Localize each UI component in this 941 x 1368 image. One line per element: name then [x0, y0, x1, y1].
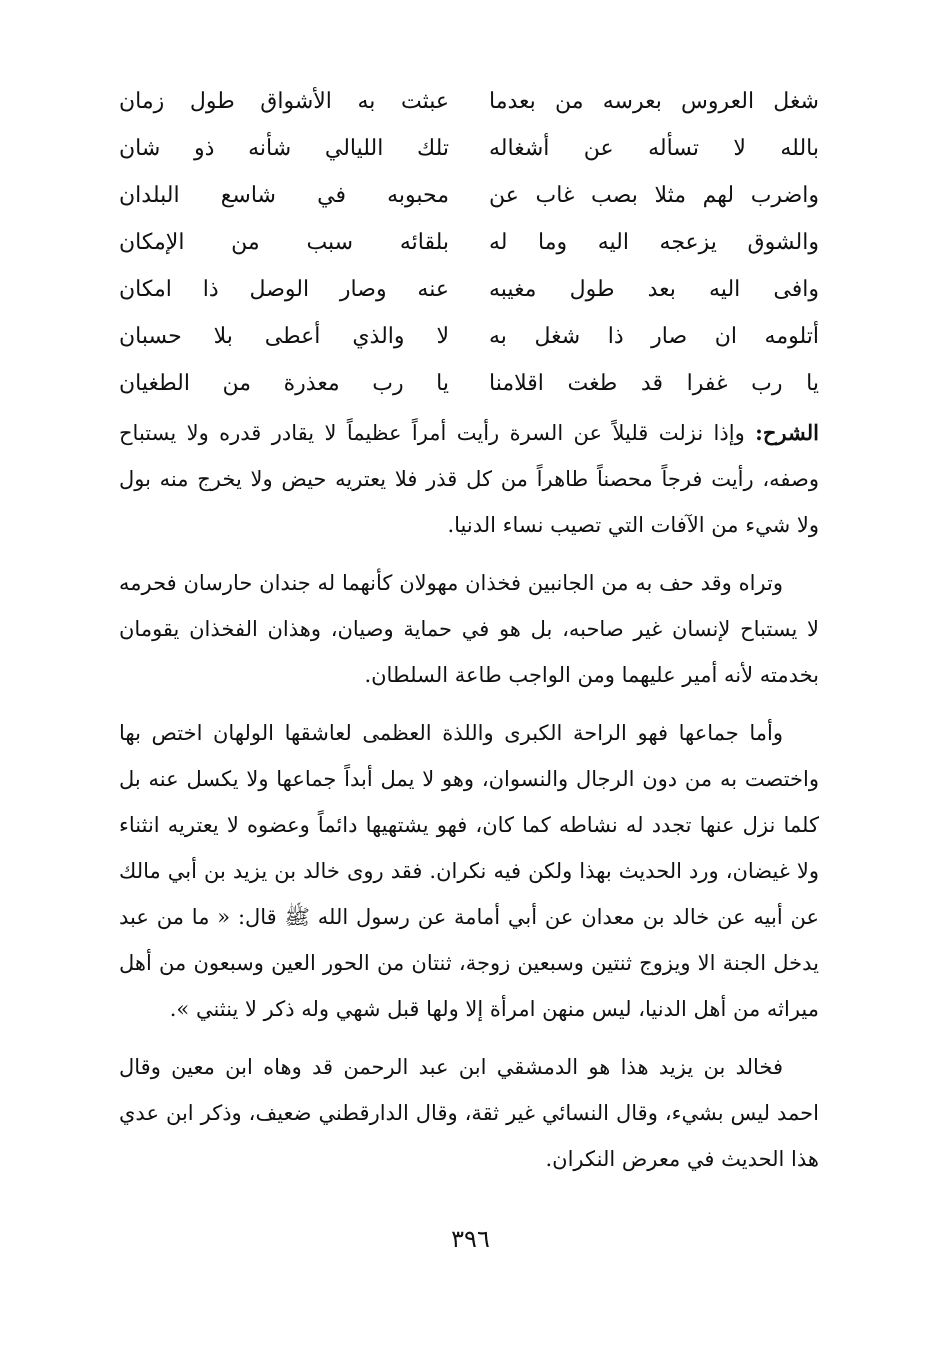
page-number: ٣٩٦ [451, 1225, 490, 1253]
poem-line: بالله لا تسأله عن أشغاله [489, 136, 819, 161]
poem-line: عبثت به الأشواق طول زمان [119, 89, 449, 114]
poem-line: والشوق يزعجه اليه وما له [489, 230, 819, 255]
poem-line: يا رب معذرة من الطغيان [119, 371, 449, 396]
poem-line: تلك الليالي شأنه ذو شان [119, 136, 449, 161]
poem-right-column [489, 78, 819, 407]
poem-line: لا والذي أعطى بلا حسبان [119, 324, 449, 349]
commentary-paragraph [119, 410, 819, 548]
poem-block [119, 78, 819, 407]
poem-left-column [119, 78, 449, 407]
poem-line: واضرب لهم مثلا بصب غاب عن [489, 183, 819, 208]
poem-line: بلقائه سبب من الإمكان [119, 230, 449, 255]
poem-line: يا رب غفرا قد طغت اقلامنا [489, 371, 819, 396]
poem-line: شغل العروس بعرسه من بعدما [489, 89, 819, 114]
commentary-label: الشرح: [755, 420, 819, 445]
poem-line: وافى اليه بعد طول مغيبه [489, 277, 819, 302]
poem-line: عنه وصار الوصل ذا امكان [119, 277, 449, 302]
commentary-section [119, 410, 819, 1182]
commentary-paragraph: فخالد بن يزيد هذا هو الدمشقي ابن عبد الرحمن قد وهاه ابن معين وقال احمد ليس بشيء، وقال النسائي غير ثقة، وقال الدارقطني ضعيف، وذكر ابن عدي هذا الحديث في معرض النكران. [119, 1055, 819, 1171]
poem-line: محبوبه في شاسع البلدان [119, 183, 449, 208]
commentary-paragraph: وأما جماعها فهو الراحة الكبرى واللذة العظمى لعاشقها الولهان اختص بها واختصت به من دون الرجال والنسوان، وهو لا يمل أبداً جماعها ولا يكسل عنه بل كلما نزل عنها تجدد له نشاطه كما كان، فهو يشتهيها دائماً وعضوه لا يعتريه انثناء ولا غيضان، ورد الحديث بهذا ولكن فيه نكران. فقد روى خالد بن يزيد بن أبي مالك عن أبيه عن خالد بن معدان عن أبي أمامة عن رسول الله ﷺ قال: « ما من عبد يدخل الجنة الا ويزوج ثنتين وسبعين زوجة، ثنتان من الحور العين وسبعون من أهل ميراثه من أهل الدنيا، ليس منهن امرأة إلا ولها قبل شهي وله ذكر لا ينثني ». [119, 721, 819, 1021]
poem-line: أتلومه ان صار ذا شغل به [489, 324, 819, 349]
commentary-text: وإذا نزلت قليلاً عن السرة رأيت أمراً عظيماً لا يقادر قدره ولا يستباح وصفه، رأيت فرجاً محصناً طاهراً من كل قذر فلا يعتريه حيض ولا يخرج منه بول ولا شيء من الآفات التي تصيب نساء الدنيا. [119, 421, 819, 537]
commentary-paragraph: وتراه وقد حف به من الجانبين فخذان مهولان كأنهما له جندان حارسان فحرمه لا يستباح لإنسان غير صاحبه، بل هو في حماية وصيان، وهذان الفخذان يقومان بخدمته لأنه أمير عليهما ومن الواجب طاعة السلطان. [119, 571, 819, 687]
